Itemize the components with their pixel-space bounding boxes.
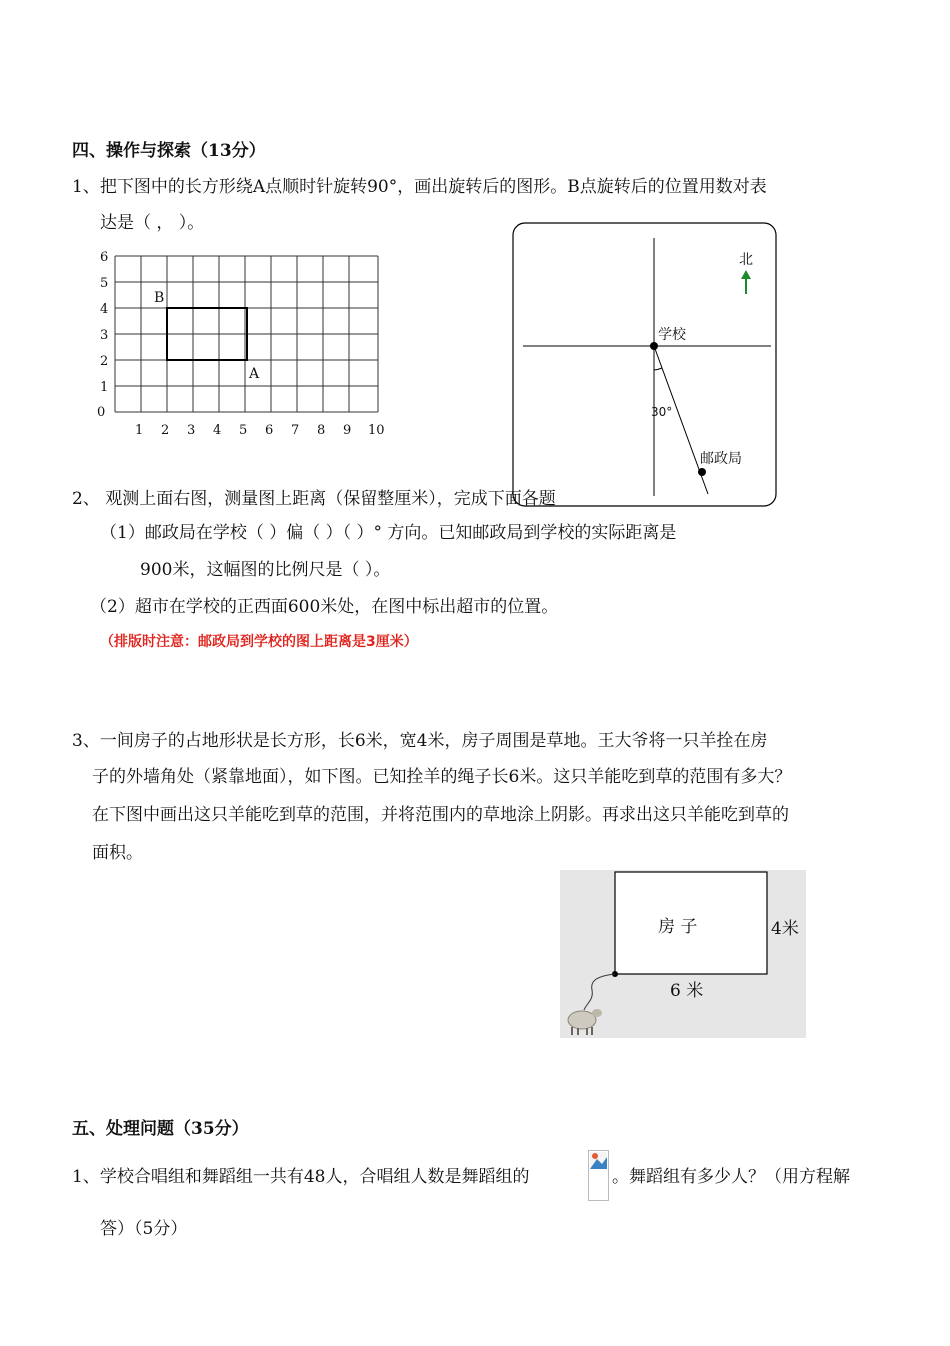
map-figure xyxy=(510,220,780,510)
q2-sub1-line2: 900米，这幅图的比例尺是（ ）。 xyxy=(140,560,391,580)
y-label: 2 xyxy=(100,354,109,369)
x-label: 2 xyxy=(161,423,170,438)
length-label: 6 米 xyxy=(670,981,704,1001)
layout-note: （排版时注意：邮政局到学校的图上距离是3厘米） xyxy=(100,634,418,650)
y-label: 6 xyxy=(100,250,109,265)
y-label: 0 xyxy=(97,405,106,420)
house-figure xyxy=(560,870,806,1038)
q3-text-line2: 子的外墙角处（紧靠地面），如下图。已知拴羊的绳子长6米。这只羊能吃到草的范围有多大？ xyxy=(92,767,792,787)
q2-sub2: （2）超市在学校的正西面600米处，在图中标出超市的位置。 xyxy=(90,597,559,617)
q1-text-line2: 达是（ ， ）。 xyxy=(100,213,205,233)
post-office-point xyxy=(698,468,706,476)
y-label: 5 xyxy=(100,276,109,291)
s5-q1-line1b: 。舞蹈组有多少人？（用方程解 xyxy=(612,1167,850,1187)
school-point xyxy=(650,342,658,350)
y-label: 4 xyxy=(100,302,109,317)
section-5-title: 五、处理问题（35分） xyxy=(72,1119,249,1139)
q2-sub1-line1: （1）邮政局在学校（ ）偏（ ）（ ）° 方向。已知邮政局到学校的实际距离是 xyxy=(100,523,677,543)
x-label: 5 xyxy=(239,423,248,438)
angle-label: 30° xyxy=(651,405,673,419)
point-b-label: B xyxy=(154,290,165,306)
post-office-label: 邮政局 xyxy=(700,451,742,467)
q3-text-line3: 在下图中画出这只羊能吃到草的范围，并将范围内的草地涂上阴影。再求出这只羊能吃到草的 xyxy=(92,805,789,825)
x-label: 8 xyxy=(317,423,326,438)
s5-q1-line2: 答）（5分） xyxy=(100,1219,188,1239)
point-a-label: A xyxy=(249,366,260,382)
x-label: 4 xyxy=(213,423,222,438)
y-label: 3 xyxy=(100,328,109,343)
y-label: 1 xyxy=(100,380,109,395)
coordinate-grid xyxy=(92,246,402,442)
house-label: 房 子 xyxy=(658,917,698,937)
fraction-image-icon xyxy=(588,1150,610,1202)
q3-text-line1: 3、一间房子的占地形状是长方形，长6米，宽4米，房子周围是草地。王大爷将一只羊拴在房 xyxy=(72,731,768,751)
width-label: 4米 xyxy=(771,919,799,939)
north-label: 北 xyxy=(739,252,753,268)
q3-text-line4: 面积。 xyxy=(92,843,143,863)
x-label: 7 xyxy=(291,423,300,438)
section-4-title: 四、操作与探索（13分） xyxy=(72,141,266,161)
school-label: 学校 xyxy=(658,327,686,343)
x-label: 6 xyxy=(265,423,274,438)
x-label: 3 xyxy=(187,423,196,438)
x-label: 9 xyxy=(343,423,352,438)
q1-text-line1: 1、把下图中的长方形绕A点顺时针旋转90°，画出旋转后的图形。B点旋转后的位置用数对表 xyxy=(72,177,767,197)
x-label: 1 xyxy=(135,423,144,438)
x-label: 10 xyxy=(368,423,385,438)
q2-text-line1: 2、 观测上面右图，测量图上距离（保留整厘米），完成下面各题 xyxy=(72,489,556,509)
s5-q1-line1a: 1、学校合唱组和舞蹈组一共有48人，合唱组人数是舞蹈组的 xyxy=(72,1167,530,1187)
